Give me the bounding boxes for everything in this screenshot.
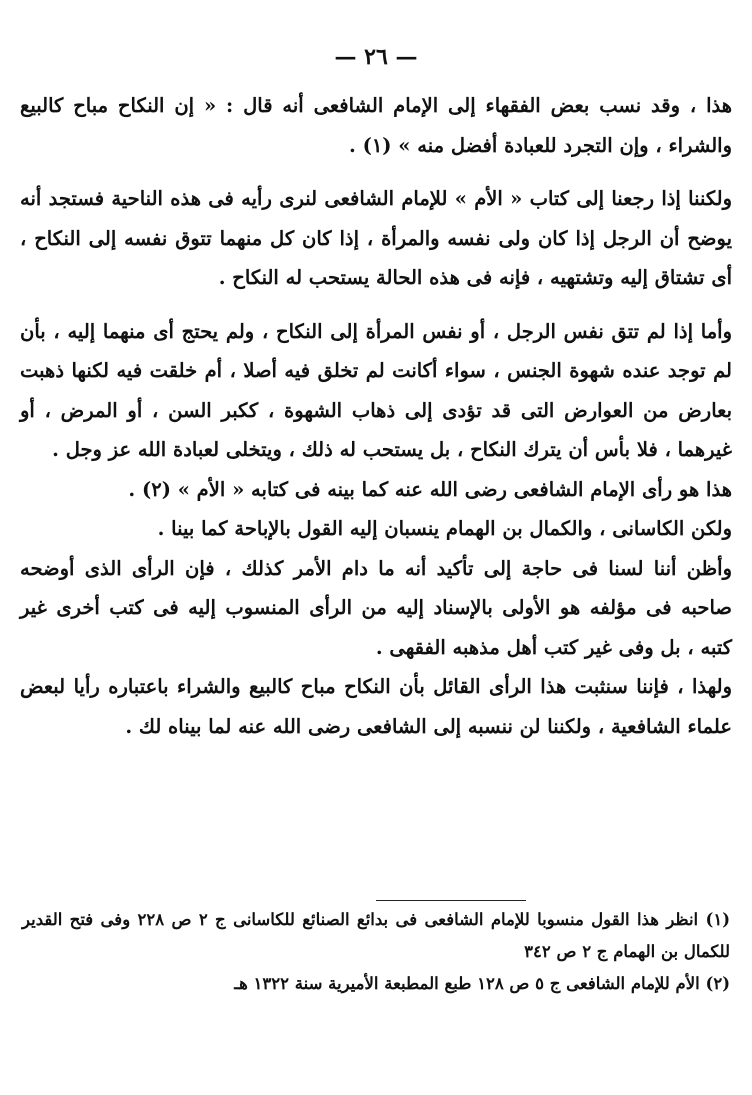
paragraph-3: وأما إذا لم تتق نفس الرجل ، أو نفس المرأة إلى النكاح ، ولم يحتج أى منهما إليه ، بأن لم توجد عنده شهوة الجنس ، سواء أكانت لم تخلق فيه أصلا ، أم خلقت فيه لكنها ذهبت بعارض من العوارض التى قد تؤدى إلى ذهاب الشهوة ، ككبر السن ، أو المرض ، أو غيرهما ، فلا بأس أن يترك النكاح ، بل يستحب له ذلك ، ويتخلى لعبادة الله عز وجل . [20,319,732,461]
page-number: — ٢٦ — [334,44,418,70]
footnote-1: (١) انظر هذا القول منسوبا للإمام الشافعى فى بدائع الصنائع للكاسانى ج ٢ ص ٢٢٨ وفى فتح القدير للكمال بن الهمام ج ٢ ص ٣٤٢ [22,910,730,961]
paragraph-2: ولكننا إذا رجعنا إلى كتاب « الأم » للإمام الشافعى لنرى رأيه فى هذه الناحية فستجد أنه يوضح أن الرجل إذا كان ولى نفسه والمرأة ، إذا كان كل منهما تتوق نفسه إلى النكاح ، أى تشتاق إليه وتشتهيه ، فإنه فى هذه الحالة يستحب له النكاح . [20,187,732,289]
footnotes [22,904,730,1000]
paragraph-5: ولكن الكاسانى ، والكمال بن الهمام ينسبان إليه القول بالإباحة كما بينا . [157,517,732,540]
paragraph-7: ولهذا ، فإننا سنثبت هذا الرأى القائل بأن النكاح مباح كالبيع والشراء باعتباره رأيا لبعض علماء الشافعية ، ولكننا لن ننسبه إلى الشافعى رضى الله عنه لما بيناه لك . [20,675,732,738]
paragraph-4: هذا هو رأى الإمام الشافعى رضى الله عنه كما بينه فى كتابه « الأم » (٢) . [128,477,732,501]
paragraph-6: وأظن أننا لسنا فى حاجة إلى تأكيد أنه ما دام الأمر كذلك ، فإن الرأى الذى أوضحه صاحبه فى مؤلفه هو الأولى بالإسناد إليه من الرأى المنسوب إليه فى كتب أخرى غير كتبه ، بل وفى غير كتب أهل مذهبه الفقهى . [20,556,732,659]
paragraph-1: هذا ، وقد نسب بعض الفقهاء إلى الإمام الشافعى أنه قال : « إن النكاح مباح كالبيع والشراء ، وإن التجرد للعبادة أفضل منه » (١) . [20,94,732,157]
footnote-2: (٢) الأم للإمام الشافعى ج ٥ ص ١٢٨ طبع المطبعة الأميرية سنة ١٣٢٢ هـ [234,974,730,993]
body-text [20,86,732,746]
footnote-divider [376,900,526,901]
